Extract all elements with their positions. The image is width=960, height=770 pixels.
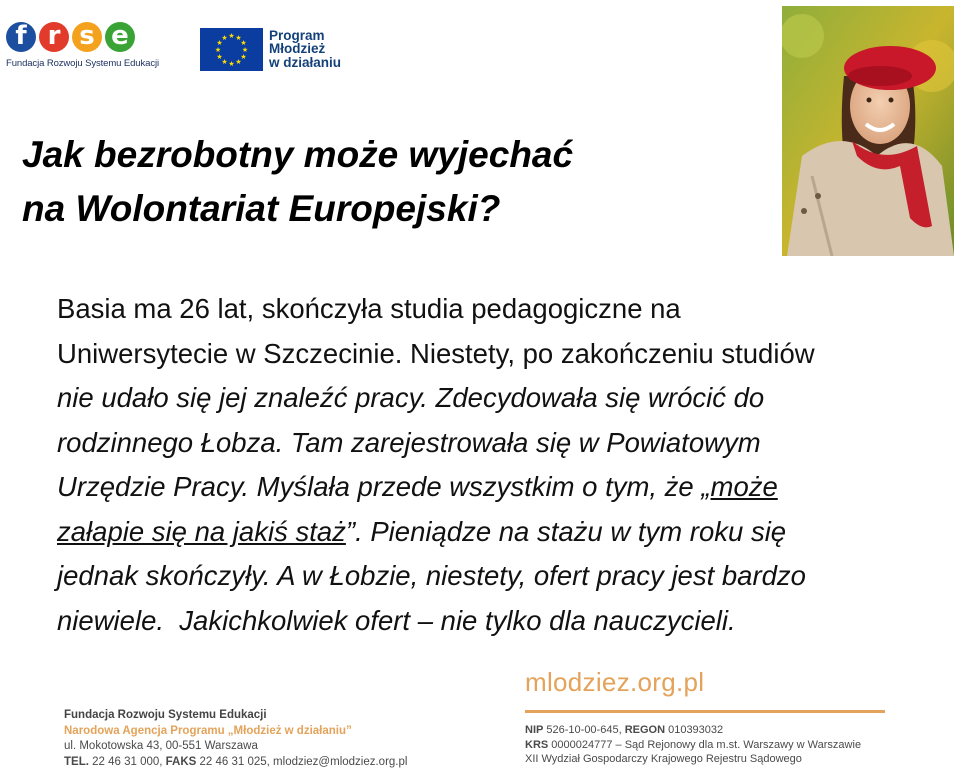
svg-text:★: ★ [221, 58, 227, 66]
footer-krs [525, 738, 861, 753]
frse-logo-mark [6, 22, 146, 52]
svg-text:★: ★ [228, 32, 234, 40]
eu-flag-icon [200, 28, 263, 71]
footer-street: ul. Mokotowska 43, 00-551 Warszawa [64, 739, 407, 755]
svg-text:★: ★ [240, 39, 246, 47]
svg-text:★: ★ [215, 46, 221, 54]
story-line1-text: Basia ma 26 lat, skończyła studia pedagogiczne na [57, 293, 681, 324]
frse-logo [6, 22, 146, 74]
footer-agency-name: Narodowa Agencja Programu „Młodzież w działaniu” [64, 724, 407, 740]
footer-address [64, 708, 407, 770]
frse-letter-s: s [72, 22, 102, 52]
story-line2 [57, 332, 957, 377]
svg-text:★: ★ [221, 34, 227, 42]
footer-contact [64, 755, 407, 770]
story-text [57, 287, 957, 643]
story-line5-text: Urzędzie Pracy. Myślała przede wszystkim o tym, że [57, 471, 701, 502]
footer-registry [525, 723, 861, 767]
story-line7 [57, 554, 957, 599]
story-line3-text: nie udało się jej znaleźć pracy. Zdecydowała się wrócić do [57, 382, 764, 413]
fax-value: 22 46 31 025, mlodziez@mlodziez.org.pl [196, 756, 407, 768]
frse-letter-e: e [105, 22, 135, 52]
footer-divider [525, 710, 885, 713]
eu-text-line1: Program [269, 29, 341, 43]
frse-logo-subtitle: Fundacja Rozwoju Systemu Edukacji [6, 58, 146, 69]
footer-nip-regon [525, 723, 861, 738]
story-line4-text: rodzinnego Łobza. Tam zarejestrowała się w Powiatowym [57, 427, 761, 458]
svg-text:★: ★ [235, 34, 241, 42]
story-line6-text: ”. Pieniądze na stażu w tym roku się [346, 516, 786, 547]
regon-label: REGON [625, 724, 665, 736]
story-line7-text: jednak skończyły. A w Łobzie, niestety, ofert pracy jest bardzo [57, 560, 806, 591]
eu-text-line3: w działaniu [269, 56, 341, 70]
eu-stars-icon [200, 28, 263, 71]
story-line5-underlined: może [711, 471, 778, 502]
story-line3 [57, 376, 957, 421]
krs-value: 0000024777 – Sąd Rejonowy dla m.st. Warszawy w Warszawie [548, 739, 861, 751]
svg-text:★: ★ [240, 53, 246, 61]
regon-value: 010393032 [665, 724, 723, 736]
website-link[interactable]: mlodziez.org.pl [525, 667, 704, 698]
footer-court: XII Wydział Gospodarczy Krajowego Rejestru Sądowego [525, 752, 861, 767]
fax-label: FAKS [166, 756, 197, 768]
krs-label: KRS [525, 739, 548, 751]
story-line4 [57, 421, 957, 466]
svg-text:★: ★ [216, 39, 222, 47]
youth-in-action-logo [200, 27, 360, 71]
nip-label: NIP [525, 724, 543, 736]
svg-text:★: ★ [242, 46, 248, 54]
svg-text:★: ★ [235, 58, 241, 66]
story-line5 [57, 465, 957, 510]
title-line2: na Wolontariat Europejski? [22, 182, 762, 236]
title-line1: Jak bezrobotny może wyjechać [22, 128, 762, 182]
woman-photo [782, 6, 954, 256]
story-line1 [57, 287, 957, 332]
frse-letter-r: r [39, 22, 69, 52]
frse-letter-f: f [6, 22, 36, 52]
footer-org-name: Fundacja Rozwoju Systemu Edukacji [64, 708, 407, 724]
story-line2-text: Uniwersytecie w Szczecinie. Niestety, po zakończeniu studiów [57, 338, 815, 369]
nip-value: 526-10-00-645, [543, 724, 624, 736]
slide-title [22, 128, 762, 236]
story-line8-text: niewiele. Jakichkolwiek ofert – nie tylko dla nauczycieli. [57, 605, 736, 636]
story-line6 [57, 510, 957, 555]
story-line5-quote: „ [701, 471, 710, 502]
tel-value: 22 46 31 000, [89, 756, 166, 768]
svg-text:★: ★ [216, 53, 222, 61]
eu-text-line2: Młodzież [269, 42, 341, 56]
story-line6-underlined: załapie się na jakiś staż [57, 516, 346, 547]
story-line8 [57, 599, 957, 644]
svg-text:★: ★ [228, 60, 234, 68]
tel-label: TEL. [64, 756, 89, 768]
youth-in-action-text [269, 29, 341, 70]
